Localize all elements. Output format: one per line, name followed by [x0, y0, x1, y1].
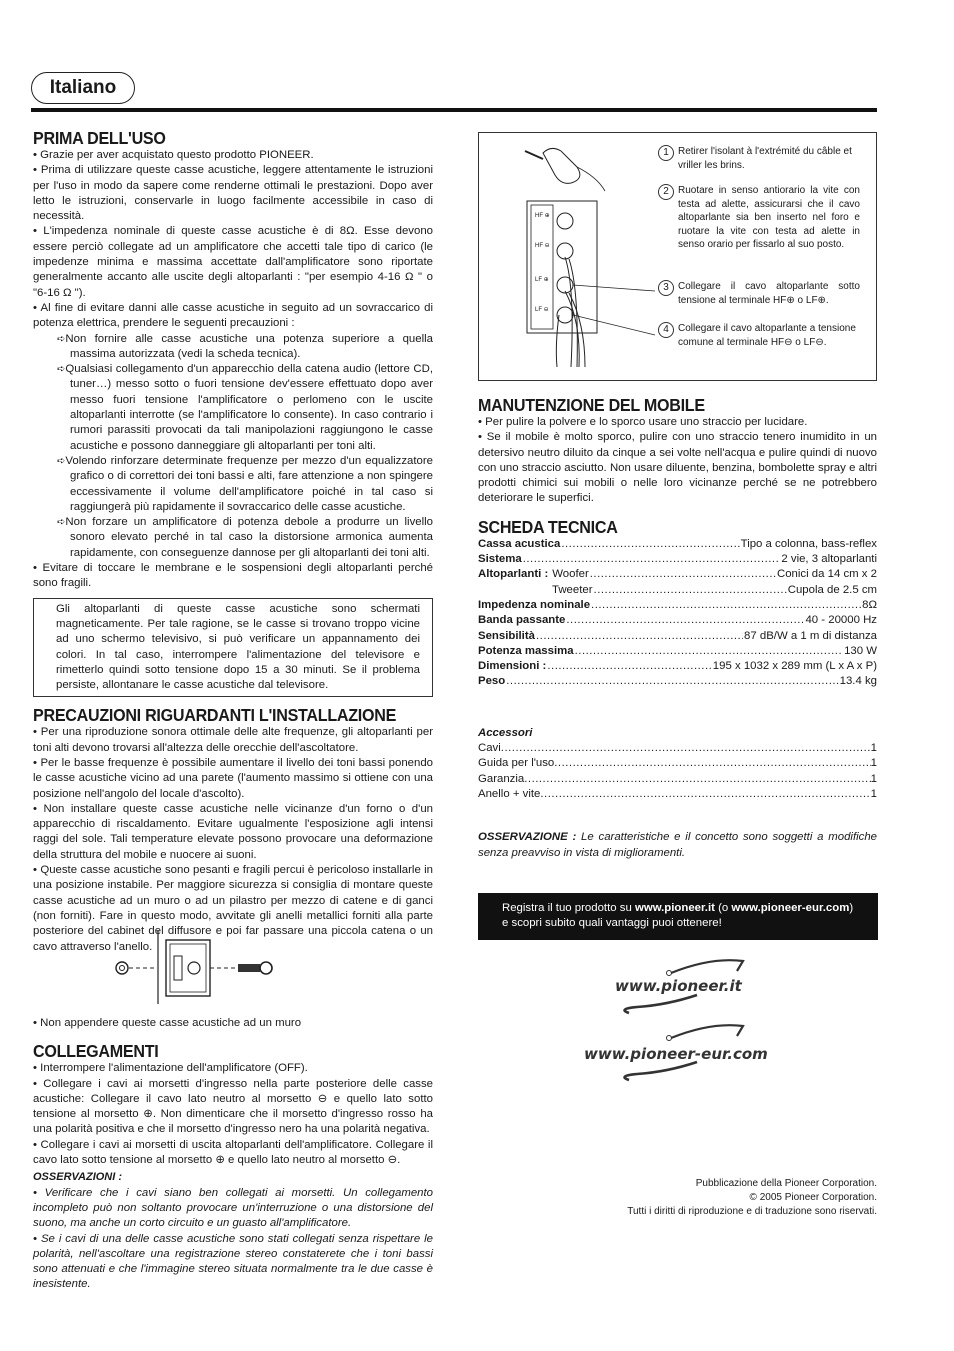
right-column	[478, 395, 877, 861]
top-rule	[31, 108, 877, 112]
banner-line-2: e scopri subito quali vantaggi puoi ottenere!	[502, 917, 722, 929]
spec-sublabel: Tweeter	[552, 583, 593, 596]
spec-row	[478, 567, 877, 582]
spec-row	[478, 613, 877, 628]
dot-leader	[566, 613, 804, 628]
banner-link-pioneer-it[interactable]: www.pioneer.it	[634, 902, 715, 914]
accessory-label: Guida per l'uso	[478, 757, 555, 770]
prima-p5: • Evitare di toccare le membrane e le sospensioni degli altoparlanti perché sono fragili.	[33, 562, 433, 590]
footer-line-3: Tutti i diritti di riproduzione e di traduzione sono riservati.	[627, 1206, 877, 1217]
accessories-table	[478, 741, 877, 802]
colleg-p2: • Collegare i cavi ai morsetti d'ingresso nella parte posteriore delle casse acustiche: Collegare il cavo lato neutro al morsetto ⊖ e quello lato sotto tensione al morsetto ⊕. Non dimenticare che il morsetto d'ingresso rosso ha una polarità positiva e che il morsetto d'ingresso nero ha una polarità negativa.	[33, 1077, 433, 1136]
step-number: 3	[658, 280, 674, 296]
spec-label: Impedenza nominale	[478, 598, 591, 611]
dot-leader	[501, 741, 871, 756]
colleg-p1: • Interrompere l'alimentazione dell'amplificatore (OFF).	[33, 1062, 308, 1075]
spec-row	[478, 629, 877, 644]
prima-p3: • L'impedenza nominale di queste casse acustiche è di 8Ω. Esse devono essere perciò collegate ad un amplificatore che accetti tale tipo di carico (le impedenze minima e massima accettate dall'amplificatore sono riportate generalmente accanto alle uscite degli altoparlanti : "per esempio 4-16 Ω " o "6-16 Ω ").	[33, 225, 433, 299]
spec-value: 8Ω	[862, 598, 877, 611]
install-p5: • Non appendere queste casse acustiche ad un muro	[33, 1017, 302, 1029]
spec-label: Dimensioni :	[478, 660, 547, 673]
arrow-icon: ➪	[57, 364, 66, 376]
spec-value: 87 dB/W a 1 m di distanza	[744, 629, 877, 642]
terminal-label-hf-plus: HF ⊕	[535, 213, 550, 219]
wall-mount-illustration	[110, 928, 285, 1006]
install-title: PRECAUZIONI RIGUARDANTI L'INSTALLAZIONE	[33, 705, 397, 726]
step-number: 1	[658, 145, 674, 161]
accessory-row	[478, 772, 877, 787]
install-p2: • Per le basse frequenze è possibile aumentare il livello dei toni bassi ponendo le casse acustiche vicino ad una parete (l'aumento massimo si ottiene con una posizione nell'angolo del locale d'ascolto).	[33, 756, 433, 800]
url-pioneer-it[interactable]: www.pioneer.it	[615, 977, 742, 995]
caution-1: ➪Non fornire alle casse acustiche una potenza superiore a quella massima autorizzata (vedi la scheda tecnica).	[57, 332, 433, 360]
spec-value: 130 W	[844, 644, 877, 657]
spec-label: Altoparlanti :	[478, 568, 549, 581]
step-number: 4	[658, 322, 674, 338]
step-2: 2 Ruotare in senso antiorario la vite con testa ad alette, assicurarsi che il cavo altoparlante sia ben inserto nel foro e ruotare la vite con testa ad alette in senso orario per fissarlo al suo posto.	[678, 184, 860, 252]
accessory-row	[478, 741, 877, 756]
arrow-icon: ➪	[57, 333, 66, 345]
colleg-obs-2: • Se i cavi di una delle casse acustiche sono stati collegati senza rispettare le polarità, nell'ascoltare una registrazione stereo constaterete che i toni bassi sono attenuati e che l'immagine stereo situata normalmente tra le due casse è inesistente.	[33, 1232, 433, 1291]
step-1: 1 Retirer l'isolant à l'extrémité du câble et vriller les brins.	[678, 145, 860, 172]
spec-label: Banda passante	[478, 614, 566, 627]
spec-row	[478, 537, 877, 552]
dot-leader	[554, 756, 870, 771]
install-p3: • Non installare queste casse acustiche nelle vicinanze d'un forno o d'un apparecchio di riscaldamento. Evitare ugualmente l'esposizione agli intensi raggi del sole. Tali temperature elevate possono provocare una deformazione della struttura del mobile e nuocere ai suoni.	[33, 802, 433, 861]
prima-p1: • Grazie per aver acquistato questo prodotto PIONEER.	[33, 149, 314, 161]
spec-table	[478, 537, 877, 690]
spec-row	[478, 598, 877, 613]
banner-link-pioneer-eur[interactable]: www.pioneer-eur.com	[731, 902, 850, 914]
dot-leader	[523, 552, 781, 567]
spec-row	[478, 674, 877, 689]
left-column-bottom	[33, 1016, 433, 1293]
spec-label: Sensibilità	[478, 629, 535, 642]
banner-line-1: Registra il tuo prodotto su www.pioneer.it (o www.pioneer-eur.com)	[502, 902, 854, 914]
caution-2: ➪Qualsiasi collegamento d'un apparecchio della catena audio (lettore CD, tuner…) messo sotto o fuori tensione dev'essere effettuato dopo aver messo fuori tensione l'amplificatore o perlomeno con le uscite altoparlanti interrotte (se l'amplificatore lo consente). In caso contrario i rumori parassiti provocati da tali manipolazioni raggiungono le casse acustiche e possono danneggiare gli altoparlanti per toni alti.	[57, 363, 433, 452]
accessories-title: Accessori	[478, 726, 533, 739]
dot-leader	[536, 629, 743, 644]
spec-row	[478, 644, 877, 659]
footer-line-2: © 2005 Pioneer Corporation.	[749, 1192, 877, 1203]
spec-row	[478, 583, 877, 598]
accessory-label: Anello + vite	[478, 787, 541, 800]
spec-value: 40 - 20000 Hz	[805, 614, 877, 627]
step-number: 2	[658, 184, 674, 200]
dot-leader	[540, 787, 870, 802]
left-column	[33, 128, 433, 955]
connection-diagram	[478, 132, 877, 381]
registration-banner	[478, 893, 878, 940]
dot-leader	[547, 659, 711, 674]
accessory-qty: 1	[870, 757, 877, 770]
footer-line-1: Pubblicazione della Pioneer Corporation.	[695, 1178, 877, 1189]
terminal-panel-drawing	[515, 139, 665, 379]
colleg-obs-title: OSSERVAZIONI :	[33, 1171, 123, 1184]
install-p1: • Per una riproduzione sonora ottimale delle alte frequenze, gli altoparlanti per toni alti devono trovarsi all'altezza delle orecchie dell'ascoltatore.	[33, 726, 433, 754]
terminal-label-lf-minus: LF ⊖	[535, 307, 549, 313]
install-p4: • Queste casse acustiche sono pesanti e fragili percui è pericoloso installarle in una posizione instabile. Per maggiore sicurezza si consiglia di montare queste casse acustiche ad un muro o ad un pilastro per mezzo di catene e di ganci (non forniti). Fare in questo modo, avvitate gli anelli metallici forniti alla parte posteriore del cabinet del diffusore e poi far passare una piccola catena o un cavo attraverso l'anello.	[33, 864, 433, 953]
spec-row	[478, 552, 877, 567]
spec-label: Peso	[478, 675, 506, 688]
dot-leader	[561, 537, 739, 552]
prima-title: PRIMA DELL'USO	[33, 128, 166, 148]
arrow-icon: ➪	[57, 517, 66, 529]
spec-value: 13.4 kg	[839, 675, 877, 688]
accessory-label: Garanzia	[478, 772, 525, 785]
mobile-p2: • Se il mobile è molto sporco, pulire con uno straccio tenero inumidito in un detersivo neutro diluito da cinque a sei volte nell'acqua e pulire quindi di nuovo con uno straccio asciutto. Non usare diluente, benzina, bombolette spray e altri prodotti chimici sui mobili o nelle loro vicinanze perché se ne potrebbero deteriorare le superfici.	[478, 431, 877, 505]
spec-row	[478, 659, 877, 674]
dot-leader	[590, 567, 776, 582]
arrow-icon: ➪	[57, 455, 66, 467]
prima-p4: • Al fine di evitare danni alle casse acustiche in seguito ad un sovraccarico di potenza elettrica, prendere le seguenti precauzioni :	[33, 301, 433, 330]
prima-p2: • Prima di utilizzare queste casse acustiche, leggere attentamente le istruzioni per l'uso in modo da sapere come renderne ottimali le prestazioni. Dopo aver letto le istruzioni, conservarle in luogo facilmente accessibile in caso di necessità.	[33, 164, 433, 223]
spec-value: 2 vie, 3 altoparlanti	[781, 553, 877, 566]
spec-label: Potenza massima	[478, 644, 574, 657]
colleg-title: COLLEGAMENTI	[33, 1041, 159, 1062]
terminal-label-lf-plus: LF ⊕	[535, 277, 549, 283]
dot-leader	[575, 644, 843, 659]
spec-value: Cupola de 2.5 cm	[787, 583, 877, 596]
spec-observation: OSSERVAZIONE : Le caratteristiche e il concetto sono soggetti a modifiche senza preavviso in vista di miglioramenti.	[478, 831, 878, 859]
language-tab: Italiano	[31, 72, 135, 104]
dot-leader	[591, 598, 861, 613]
url-pioneer-eur[interactable]: www.pioneer-eur.com	[584, 1045, 768, 1063]
scheda-title: SCHEDA TECNICA	[478, 516, 618, 537]
spec-value: Conici da 14 cm x 2	[776, 568, 877, 581]
accessory-qty: 1	[870, 742, 877, 755]
spec-label: Sistema	[478, 553, 522, 566]
accessory-row	[478, 787, 877, 802]
step-4: 4 Collegare il cavo altoparlante a tensione comune al terminale HF⊖ o LF⊖.	[678, 322, 860, 349]
accessory-qty: 1	[870, 787, 877, 800]
tv-warning-box: Gli altoparlanti di queste casse acustiche sono schermati magneticamente. Per tale ragione, se le casse si trovano troppo vicine ad uno schermo televisivo, si può verificare un appannamento dei colori. In tal caso, interrompere l'alimentazione del televisore e rimetterlo quindi sotto tensione dopo 15 a 30 minuti. Se il problema persiste, allontanare le casse acustiche dal televisore.	[33, 598, 433, 698]
mobile-p1: • Per pulire la polvere e lo sporco usare uno straccio per lucidare.	[478, 416, 808, 428]
spec-value: 195 x 1032 x 289 mm (L x A x P)	[712, 660, 877, 673]
spec-value: Tipo a colonna, bass-reflex	[740, 537, 877, 550]
caution-3: ➪Volendo rinforzare determinate frequenze per mezzo d'un equalizzatore grafico o di correttori dei toni bassi e alti, fare attenzione a non spingere eccessivamente il volume dell'amplificatore poiché in tal caso si raggiungerà più rapidamente il sovraccarico delle casse acustiche.	[57, 454, 433, 513]
caution-4: ➪Non forzare un amplificatore di potenza debole a produrre un livello sonoro elevato perché in tal caso la distorsione armonica aumenta rapidamente, con conseguenze dannose per gli altoparlanti dei toni alti.	[57, 516, 433, 559]
publisher-footer	[560, 1177, 877, 1219]
dot-leader	[524, 772, 870, 787]
step-3: 3 Collegare il cavo altoparlante sotto tensione al terminale HF⊕ o LF⊕.	[678, 280, 860, 307]
accessory-qty: 1	[870, 772, 877, 785]
mobile-title: MANUTENZIONE DEL MOBILE	[478, 395, 705, 415]
accessory-label: Cavi	[478, 742, 501, 755]
colleg-obs-1: • Verificare che i cavi siano ben collegati ai morsetti. Un collegamento incompleto può non soltanto provocare un'interruzione o una distorsione del suono, ma anche un corto circuito e un guasto all'amplificatore.	[33, 1186, 433, 1230]
spec-sublabel: Woofer	[552, 568, 589, 581]
colleg-p3: • Collegare i cavi ai morsetti di uscita altoparlanti dell'amplificatore. Collegare il cavo lato sotto tensione al morsetto ⊕ e quello lato neutro al morsetto ⊖.	[33, 1138, 433, 1167]
spec-label: Cassa acustica	[478, 537, 561, 550]
accessory-row	[478, 756, 877, 771]
dot-leader	[594, 583, 787, 598]
dot-leader	[506, 674, 838, 689]
terminal-label-hf-minus: HF ⊖	[535, 243, 550, 249]
